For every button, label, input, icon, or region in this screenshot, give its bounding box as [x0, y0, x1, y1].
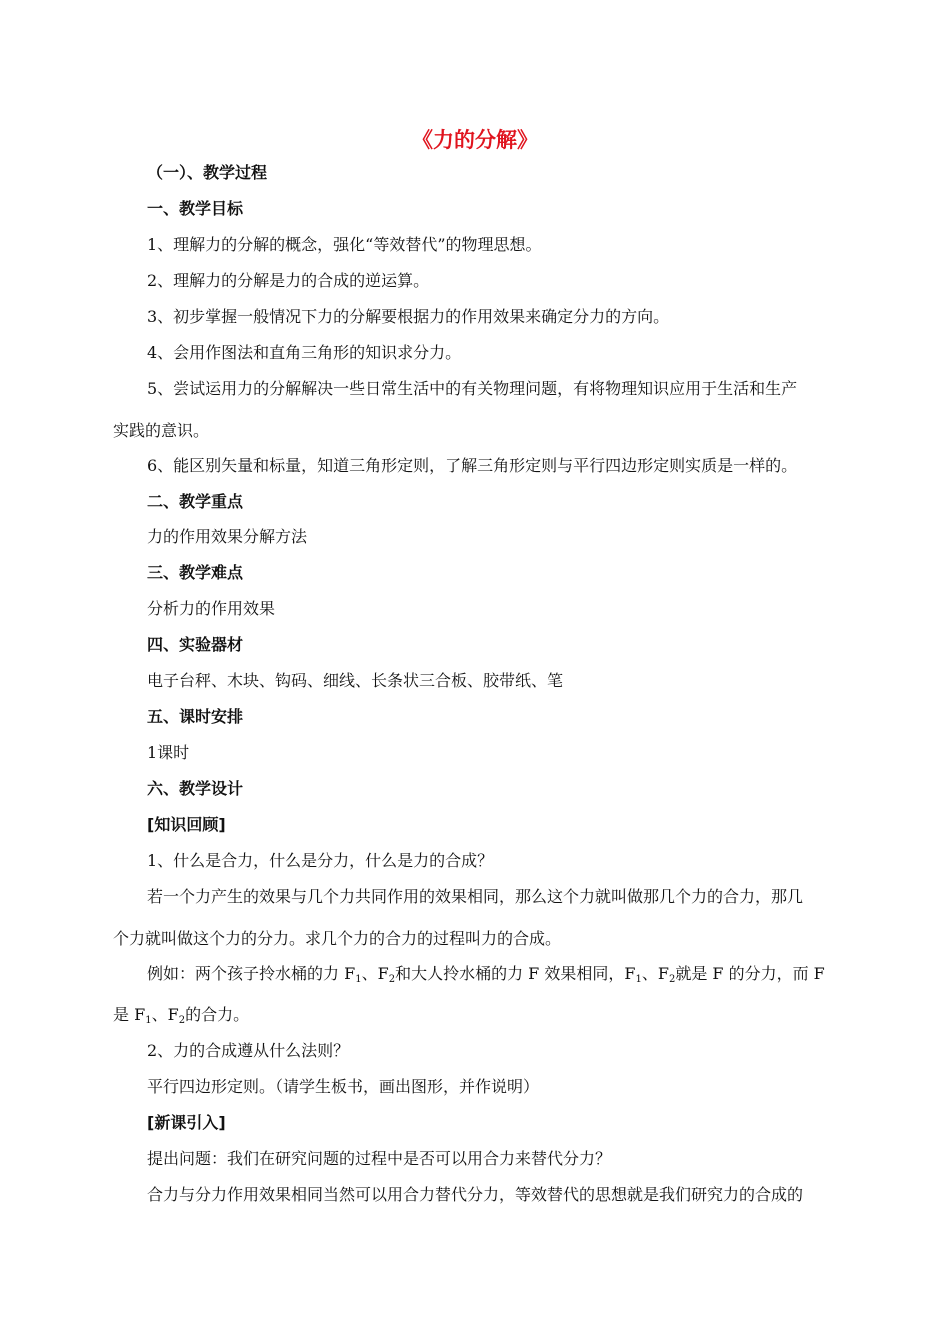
review-answer-1-line-1: 若一个力产生的效果与几个力共同作用的效果相同，那么这个力就叫做那几个力的合力，那几	[147, 887, 804, 906]
key-points-text: 力的作用效果分解方法	[147, 527, 308, 546]
subscript: 2	[668, 974, 676, 985]
example-text: 、F	[151, 1005, 179, 1024]
goal-5-line-2: 实践的意识。	[113, 421, 210, 440]
subscript: 1	[355, 974, 362, 985]
intro-answer: 合力与分力作用效果相同当然可以用合力替代分力，等效替代的思想就是我们研究力的合成的	[147, 1185, 804, 1204]
subscript: 1	[145, 1015, 152, 1026]
goal-3: 3、初步掌握一般情况下力的分解要根据力的作用效果来确定分力的方向。	[147, 307, 670, 326]
example-text: 是 F	[113, 1005, 146, 1024]
difficulty-text: 分析力的作用效果	[147, 599, 276, 618]
heading-equipment: 四、实验器材	[147, 635, 244, 654]
example-text: 、F	[361, 964, 389, 983]
example-text: 例如：两个孩子拎水桶的力 F	[147, 964, 356, 983]
goal-4: 4、会用作图法和直角三角形的知识求分力。	[147, 343, 462, 362]
intro-heading: [新课引入]	[147, 1113, 226, 1132]
review-answer-2: 平行四边形定则。（请学生板书，画出图形，并作说明）	[147, 1077, 540, 1096]
heading-key-points: 二、教学重点	[147, 492, 244, 511]
goal-1: 1、理解力的分解的概念，强化“等效替代”的物理思想。	[147, 235, 542, 254]
intro-question: 提出问题：我们在研究问题的过程中是否可以用合力来替代分力？	[147, 1149, 612, 1168]
goal-6: 6、能区别矢量和标量，知道三角形定则，了解三角形定则与平行四边形定则实质是一样的。	[147, 456, 798, 475]
goal-5-line-1: 5、尝试运用力的分解解决一些日常生活中的有关物理问题，有将物理知识应用于生活和生产	[147, 379, 798, 398]
heading-difficulty: 三、教学难点	[147, 563, 244, 582]
goal-2: 2、理解力的分解是力的合成的逆运算。	[147, 271, 430, 290]
hours-text: 1课时	[147, 743, 190, 762]
example-text: 、F	[641, 964, 669, 983]
example-line-1	[147, 963, 825, 985]
subscript: 2	[388, 974, 396, 985]
example-text: 就是 F 的分力，而 F	[675, 964, 825, 983]
section-heading-process: （一）、教学过程	[147, 163, 268, 182]
review-question-2: 2、力的合成遵从什么法则？	[147, 1041, 350, 1060]
heading-goals: 一、教学目标	[147, 199, 244, 218]
equipment-text: 电子台秤、木块、钩码、细线、长条状三合板、胶带纸、笔	[147, 671, 564, 690]
subscript: 1	[635, 974, 642, 985]
example-line-2	[113, 1004, 249, 1026]
review-answer-1-line-2: 个力就叫做这个力的分力。求几个力的合力的过程叫力的合成。	[113, 929, 562, 948]
subscript: 2	[178, 1015, 186, 1026]
heading-design: 六、教学设计	[147, 779, 244, 798]
example-text: 的合力。	[185, 1005, 250, 1024]
heading-hours: 五、课时安排	[147, 707, 244, 726]
example-text: 和大人拎水桶的力 F 效果相同，F	[395, 964, 636, 983]
review-heading: [知识回顾]	[147, 815, 226, 834]
page-title: 《力的分解》	[412, 128, 538, 152]
review-question-1: 1、什么是合力，什么是分力，什么是力的合成？	[147, 851, 494, 870]
